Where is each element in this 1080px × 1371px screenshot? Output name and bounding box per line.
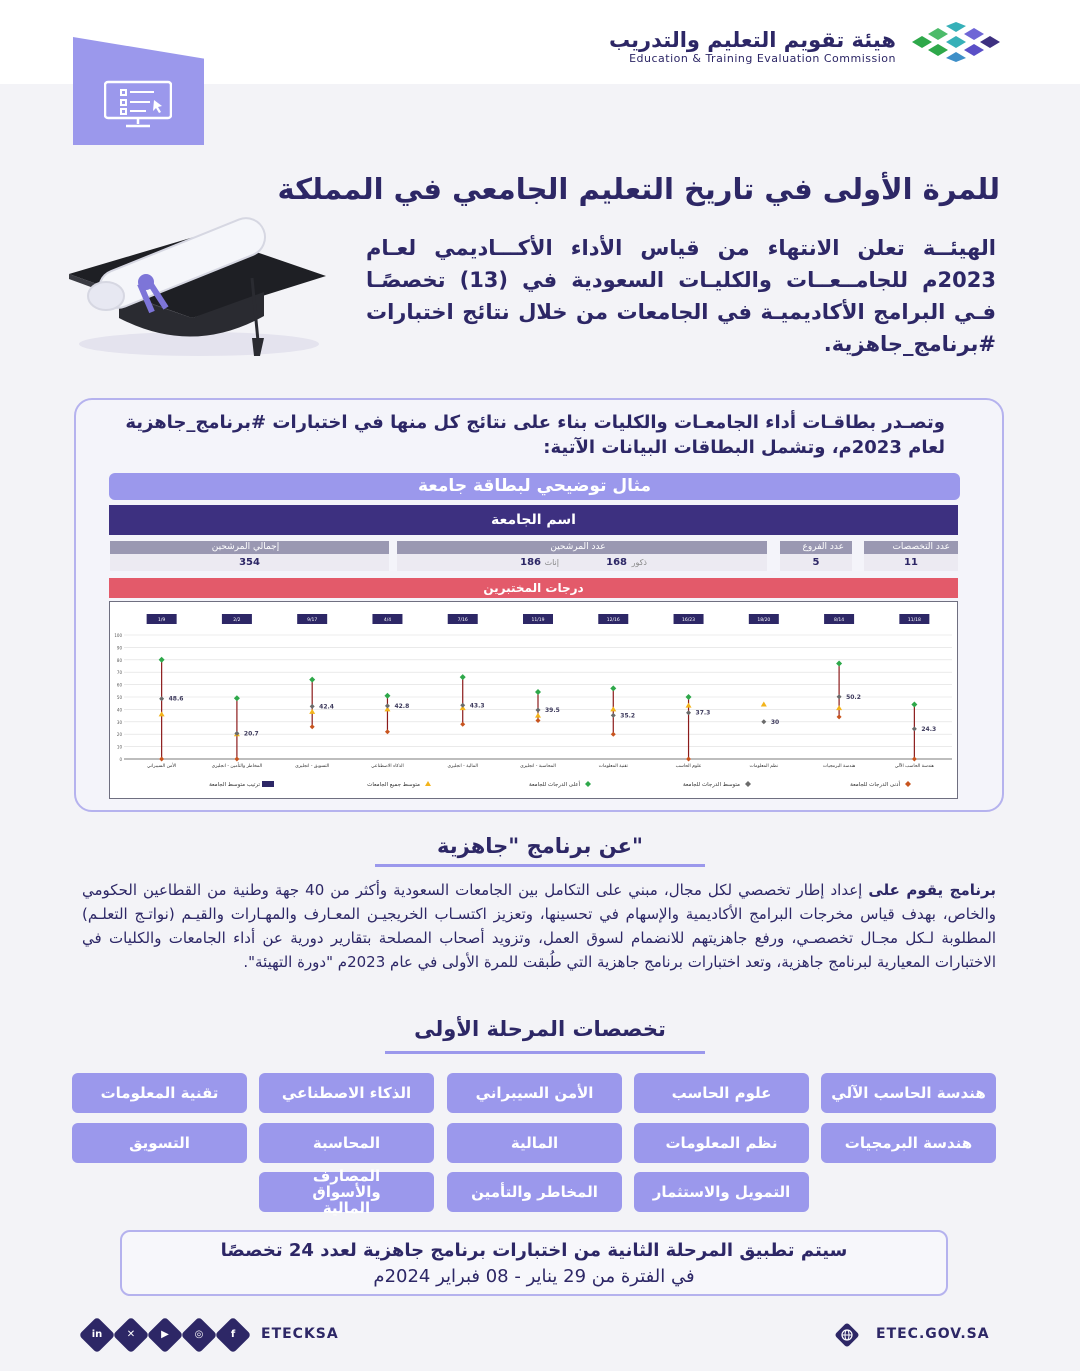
about-title-underline [375,864,705,867]
x-category-label: المخاطر والتأمين - انجليزي [211,764,263,769]
y-tick-label: 10 [116,744,122,750]
globe-icon [834,1322,860,1348]
min-point [159,757,164,762]
rank-label: 16/23 [682,618,696,623]
max-point [911,701,917,707]
stat-label: عدد الفروع [780,541,852,554]
y-tick-label: 60 [116,682,122,688]
legend-swatch [745,781,751,787]
stat-label: عدد التخصصات [864,541,958,554]
instagram-icon[interactable]: ◎ [181,1317,218,1354]
stat-branches [780,541,852,571]
avg-value-label: 24.3 [921,725,937,733]
legend-label: متوسط الدرجات للجامعة [682,782,740,788]
linkedin-icon[interactable]: in [79,1317,116,1354]
spec-computer-science: علوم الحاسب [634,1073,809,1113]
x-category-label: الذكاء الاصطناعي [371,764,404,769]
about-text [82,878,996,974]
phase2-note [120,1230,948,1296]
max-point [460,674,466,680]
rank-label: 12/16 [606,618,620,623]
x-category-label: تقنية المعلومات [598,764,628,769]
min-point [460,722,465,727]
rank-label: 11/19 [531,618,545,623]
spec-marketing: التسويق [72,1123,247,1163]
rank-label: 11/18 [907,618,921,623]
all-avg-point [159,711,165,716]
avg-value-label: 30 [770,718,780,726]
avg-value-label: 20.7 [243,730,259,738]
about-title: عن برنامج "جاهزية" [437,834,643,858]
avg-point [686,710,691,715]
max-point [309,677,315,683]
min-point [611,732,616,737]
min-point [385,729,390,734]
etec-logo-icon [908,22,1002,62]
spec-software-engineering: هندسة البرمجيات [821,1123,996,1163]
avg-point [385,703,390,708]
rank-label: 1/9 [158,618,166,623]
avg-value-label: 43.3 [469,702,485,710]
stat-value-row [397,554,767,571]
x-category-label: هندسة البرمجيات [822,764,856,769]
max-point [535,689,541,695]
university-name-bar: اسم الجامعة [109,505,958,535]
rank-label: 18/20 [757,618,771,623]
spec-investment: التمويل والاستثمار [634,1172,809,1212]
max-point [686,694,692,700]
spec-ai: الذكاء الاصطناعي [259,1073,434,1113]
avg-point [536,708,541,713]
x-icon[interactable]: ✕ [113,1317,150,1354]
y-tick-label: 80 [116,657,122,663]
stat-total [110,541,389,571]
min-point [686,757,691,762]
org-name-ar: هيئة تقويم التعليم والتدريب [608,28,896,52]
stat-specializations [864,541,958,571]
legend-swatch [262,781,274,787]
y-tick-label: 70 [116,670,122,676]
min-point [310,724,315,729]
rank-label: 2/2 [233,618,241,623]
legend-label: متوسط جميع الجامعات [367,782,420,788]
spec-computer-engineering: هندسة الحاسب الآلي [821,1073,996,1113]
legend-swatch [905,781,911,787]
all-avg-point [535,713,541,718]
avg-value-label: 42.8 [394,702,410,710]
spec-risk-insurance: المخاطر والتأمين [447,1172,622,1212]
y-tick-label: 100 [114,633,122,638]
female-label: إناث [544,558,559,567]
stat-value: 11 [864,554,958,571]
max-point [159,657,165,663]
y-tick-label: 50 [116,695,122,700]
org-name-en: Education & Training Evaluation Commission [629,52,896,65]
x-category-label: هندسة الحاسب الآلي [894,764,934,769]
graduation-cap-icon [64,216,334,361]
website-link[interactable]: ETEC.GOV.SA [876,1326,990,1342]
example-card-title: مثال توضيحي لبطاقة جامعة [109,473,960,500]
legend-swatch [585,781,591,787]
avg-value-label: 39.5 [545,707,560,715]
male-value: 168 [606,557,627,568]
all-avg-point [610,706,616,711]
phase2-note-line2: في الفترة من 29 يناير - 08 فبراير 2024م [373,1266,695,1287]
spec-finance: المالية [447,1123,622,1163]
y-tick-label: 0 [119,757,122,762]
computer-test-icon [104,80,172,128]
stat-value: 354 [110,554,389,571]
stat-candidates [397,541,767,571]
avg-value-label: 35.2 [620,712,636,720]
spec-it: تقنية المعلومات [72,1073,247,1113]
min-point [536,718,541,723]
avg-point [761,719,766,724]
page-title: للمرة الأولى في تاريخ التعليم الجامعي في المملكة [277,172,1000,206]
about-body: إعداد إطار تخصصي لكل مجال، مبني على التكامل بين الجامعات السعودية وأكثر من 40 جهة وطنية من القطاعين الحكومي والخاص، بهدف قياس مخرجات البرامج الأكاديمية والإسهام في تحسينها، وتعزيز اكتسـاب الخريجيـن المعـارف والمهـارات والقيـم (نواتـج التعلـم) المطلوبة لـكل مجـال تخصصـي، ورفع جاهزيتهم للانضمام لسوق العمل، وتزويد أصحاب المصلحة بتقارير دورية عن أداء الجامعات والكليات في الاختبارات المعيارية لبرنامج جاهزية، وتعد اختبارات برنامج جاهزية التي طُبقت للمرة الأولى في عام 2023م "دورة التهيئة". [82,881,996,971]
min-point [234,757,239,762]
y-tick-label: 20 [116,732,122,738]
x-category-label: نظم المعلومات [749,764,779,769]
min-point [837,714,842,719]
avg-point [460,703,465,708]
phase2-note-line1: سيتم تطبيق المرحلة الثانية من اختبارات برنامج جاهزية لعدد 24 تخصصًا [220,1240,848,1261]
min-point [912,757,917,762]
legend-label: أدنى الدرجات للجامعة [850,782,900,788]
facebook-icon[interactable]: f [215,1317,252,1354]
y-tick-label: 30 [116,719,122,725]
max-point [234,695,240,701]
avg-value-label: 48.6 [168,695,184,703]
max-point [610,685,616,691]
stat-label: عدد المرشحين [397,541,767,554]
avg-point [310,704,315,709]
stat-label: إجمالي المرشحين [110,541,389,554]
all-avg-point [836,705,842,710]
social-links [84,1322,246,1348]
legend-swatch [425,781,431,786]
avg-point [837,694,842,699]
phase1-title-underline [385,1051,705,1054]
intro-text: الهيئــة تعلن الانتهاء من قياس الأداء الأكـــاديمي لعـام 2023م للجامــعــات والكليـات السعودية في (13) تخصصًـا فـي البرامج الأكاديميـة في الجامعات من خلال نتائج اختبارات #برنامج_جاهزية. [366,236,996,356]
max-point [836,661,842,667]
rank-label: 8/14 [834,618,845,623]
scores-title-bar: درجات المختبرين [109,578,958,598]
avg-value-label: 42.4 [319,703,334,711]
rank-label: 9/17 [307,618,318,623]
x-category-label: المحاسبة - انجليزي [520,764,556,769]
x-category-label: علوم الحاسب [675,764,702,769]
x-category-label: المالية - انجليزي [447,764,478,769]
about-lead: برنامج يقوم على [868,881,996,899]
max-point [384,693,390,699]
avg-point [912,726,917,731]
male-label: ذكور [631,558,647,567]
spec-cybersecurity: الأمن السيبراني [447,1073,622,1113]
female-value: 186 [520,557,541,568]
scores-chart [110,602,957,798]
all-avg-point [686,703,692,708]
phase1-title: تخصصات المرحلة الأولى [414,1017,666,1041]
all-avg-point [761,701,767,706]
x-category-label: التسويق - انجليزي [295,764,330,769]
spec-banking: المصارف والأسواق المالية [259,1172,434,1212]
social-handle[interactable]: ETECKSA [261,1326,339,1342]
y-tick-label: 40 [116,707,122,713]
card-intro-text: وتصـدر بطاقـات أداء الجامعـات والكليات بناء على نتائج كل منها في اختبارات #برنامج_جاهزية لعام 2023م، وتشمل البطاقات البيانات الآتية: [125,412,945,458]
stat-value: 5 [780,554,852,571]
rank-label: 7/16 [457,618,468,623]
youtube-icon[interactable]: ▶ [147,1317,184,1354]
legend-label: ترتيب متوسط الجامعة [209,782,260,788]
spec-accounting: المحاسبة [259,1123,434,1163]
x-category-label: الأمن السيبراني [147,764,177,769]
avg-value-label: 50.2 [846,693,861,701]
legend-label: أعلى الدرجات للجامعة [529,782,580,788]
spec-information-systems: نظم المعلومات [634,1123,809,1163]
rank-label: 4/4 [383,618,392,623]
y-tick-label: 90 [116,645,122,651]
scores-chart-frame [109,601,958,799]
avg-value-label: 37.3 [695,709,711,717]
avg-point [611,713,616,718]
